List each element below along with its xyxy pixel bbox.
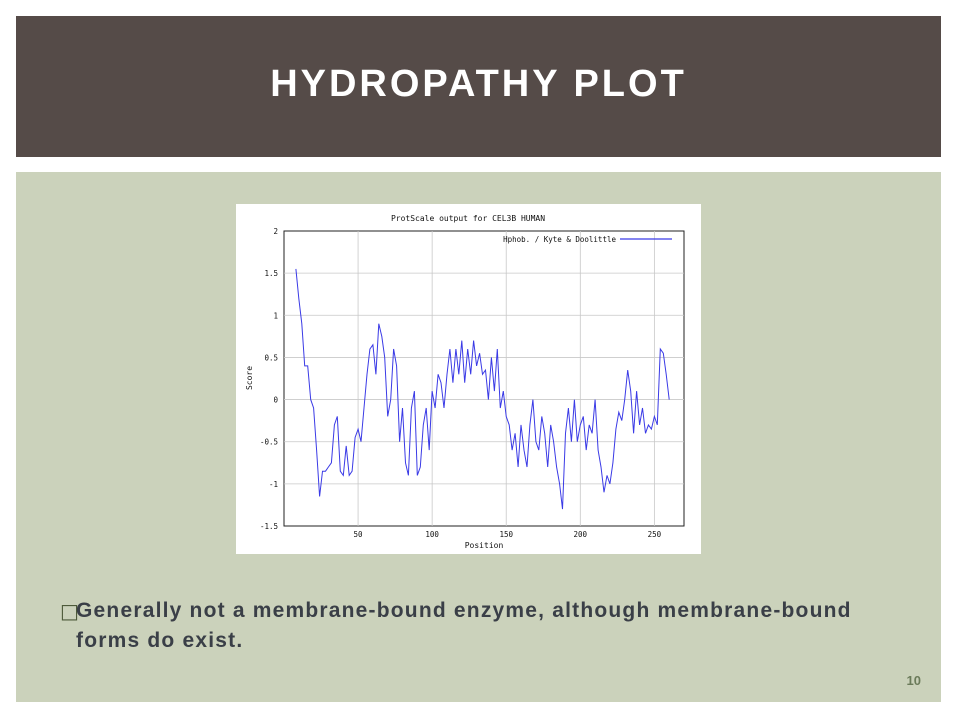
- x-tick-label: 50: [353, 530, 363, 539]
- x-tick-label: 150: [499, 530, 513, 539]
- y-tick-label: 1: [273, 311, 278, 321]
- hydropathy-chart: [236, 204, 701, 554]
- y-tick-label: 2: [273, 227, 278, 236]
- y-tick-label: -1: [268, 479, 278, 489]
- bullet-item: [60, 596, 880, 656]
- page-number: 10: [906, 673, 921, 688]
- x-axis-label: Position: [464, 541, 504, 550]
- y-tick-label: -1.5: [259, 522, 278, 531]
- y-tick-label: 0: [273, 395, 278, 405]
- plot-frame: [284, 231, 684, 526]
- bullet-marker-icon: □: [60, 599, 79, 623]
- y-axis-label: Score: [245, 365, 254, 391]
- slide-title: HYDROPATHY PLOT: [270, 63, 687, 105]
- bullet-text: Generally not a membrane-bound enzyme, although membrane-bound forms do exist.: [76, 599, 852, 652]
- content-area: [16, 172, 941, 702]
- legend-label: Hphob. / Kyte & Doolittle: [503, 235, 616, 244]
- hydropathy-plot-figure: [236, 204, 701, 554]
- y-tick-label: -0.5: [259, 437, 278, 447]
- y-tick-label: 0.5: [264, 353, 278, 363]
- x-tick-label: 250: [647, 530, 662, 539]
- chart-title: ProtScale output for CEL3B HUMAN: [390, 214, 546, 223]
- title-bar: [16, 16, 941, 157]
- x-tick-label: 100: [425, 530, 439, 539]
- x-tick-label: 200: [573, 530, 588, 539]
- y-tick-label: 1.5: [264, 269, 278, 279]
